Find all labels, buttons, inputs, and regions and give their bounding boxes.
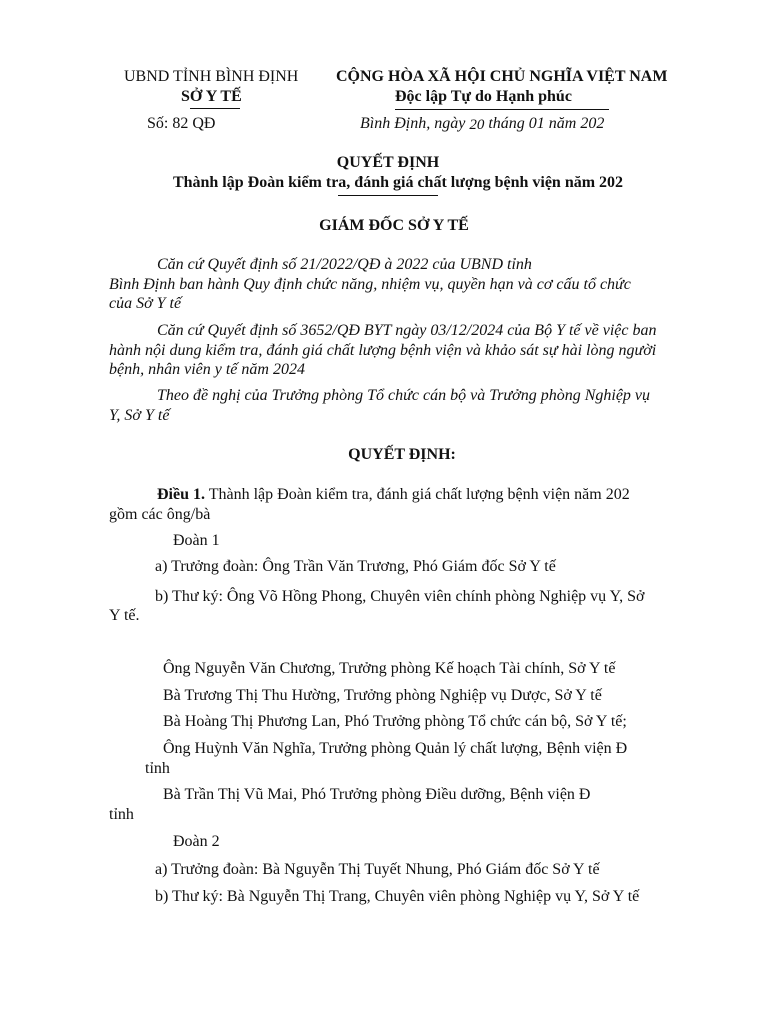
team-1-member: Bà Hoàng Thị Phương Lan, Phó Trưởng phòng Tổ chức cán bộ, Sở Y tế; [163, 713, 627, 730]
basis-1-line-1: Căn cứ Quyết định số 21/2022/QĐ à 2022 của UBND tỉnh [157, 256, 532, 273]
decision-heading: QUYẾT ĐỊNH: [348, 446, 456, 463]
nation-title: CỘNG HÒA XÃ HỘI CHỦ NGHĨA VIỆT NAM [336, 68, 668, 85]
team-1-member-cont: tỉnh [109, 806, 134, 823]
authority-heading: GIÁM ĐỐC SỞ Y TẾ [319, 217, 469, 234]
article-1-text: Thành lập Đoàn kiểm tra, đánh giá chất lượng bệnh viện năm 202 [205, 486, 630, 503]
team-2-leader: a) Trưởng đoàn: Bà Nguyễn Thị Tuyết Nhung, Phó Giám đốc Sở Y tế [155, 861, 600, 878]
team-1-label: Đoàn 1 [173, 532, 220, 549]
article-1-line-2: gồm các ông/bà [109, 506, 211, 523]
team-2-secretary: b) Thư ký: Bà Nguyễn Thị Trang, Chuyên viên phòng Nghiệp vụ Y, Sở Y tế [155, 888, 640, 905]
place-date-day: 20 [469, 117, 485, 133]
team-1-secretary-line-1: b) Thư ký: Ông Võ Hồng Phong, Chuyên viên chính phòng Nghiệp vụ Y, Sở [155, 588, 645, 605]
article-1-line-1 [157, 486, 630, 504]
team-1-member: Bà Trương Thị Thu Hường, Trưởng phòng Nghiệp vụ Dược, Sở Y tế [163, 687, 602, 704]
place-date-prefix: Bình Định, ngày [360, 115, 466, 132]
dept-underline [190, 108, 240, 109]
subject-underline [338, 195, 438, 196]
team-1-member-cont: tỉnh [145, 760, 170, 777]
team-2-label: Đoàn 2 [173, 833, 220, 850]
basis-1-line-3: của Sở Y tế [109, 295, 182, 312]
article-1-label: Điều 1. [157, 486, 205, 503]
team-1-member: Ông Huỳnh Văn Nghĩa, Trưởng phòng Quản lý chất lượng, Bệnh viện Đ [163, 740, 628, 757]
team-1-leader: a) Trưởng đoàn: Ông Trần Văn Trương, Phó Giám đốc Sở Y tế [155, 558, 556, 575]
motto-underline [395, 109, 609, 110]
issuer-dept: SỞ Y TẾ [181, 88, 242, 105]
basis-1-line-2: Bình Định ban hành Quy định chức năng, nhiệm vụ, quyền hạn và cơ cấu tổ chức [109, 276, 631, 293]
team-1-member: Ông Nguyễn Văn Chương, Trưởng phòng Kế hoạch Tài chính, Sở Y tế [163, 660, 616, 677]
place-date [360, 115, 604, 133]
team-1-secretary-line-2: Y tế. [109, 607, 140, 624]
document-type-heading: QUYẾT ĐỊNH [336, 154, 440, 171]
doc-number: Số: 82 QĐ [147, 115, 216, 132]
issuer-org: UBND TỈNH BÌNH ĐỊNH [124, 68, 299, 85]
basis-3-line-2: Y, Sở Y tế [109, 407, 170, 424]
basis-2-line-3: bệnh, nhân viên y tế năm 2024 [109, 361, 305, 378]
basis-2-line-1: Căn cứ Quyết định số 3652/QĐ BYT ngày 03/12/2024 của Bộ Y tế về việc ban [157, 322, 657, 339]
team-1-member: Bà Trần Thị Vũ Mai, Phó Trưởng phòng Điều dưỡng, Bệnh viện Đ [163, 786, 591, 803]
place-date-suffix: tháng 01 năm 202 [488, 115, 605, 132]
basis-2-line-2: hành nội dung kiểm tra, đánh giá chất lượng bệnh viện và khảo sát sự hài lòng người [109, 342, 657, 359]
basis-3-line-1: Theo đề nghị của Trưởng phòng Tổ chức cán bộ và Trưởng phòng Nghiệp vụ [157, 387, 651, 404]
national-motto: Độc lập Tự do Hạnh phúc [395, 88, 572, 105]
document-subject: Thành lập Đoàn kiểm tra, đánh giá chất lượng bệnh viện năm 202 [172, 174, 624, 191]
